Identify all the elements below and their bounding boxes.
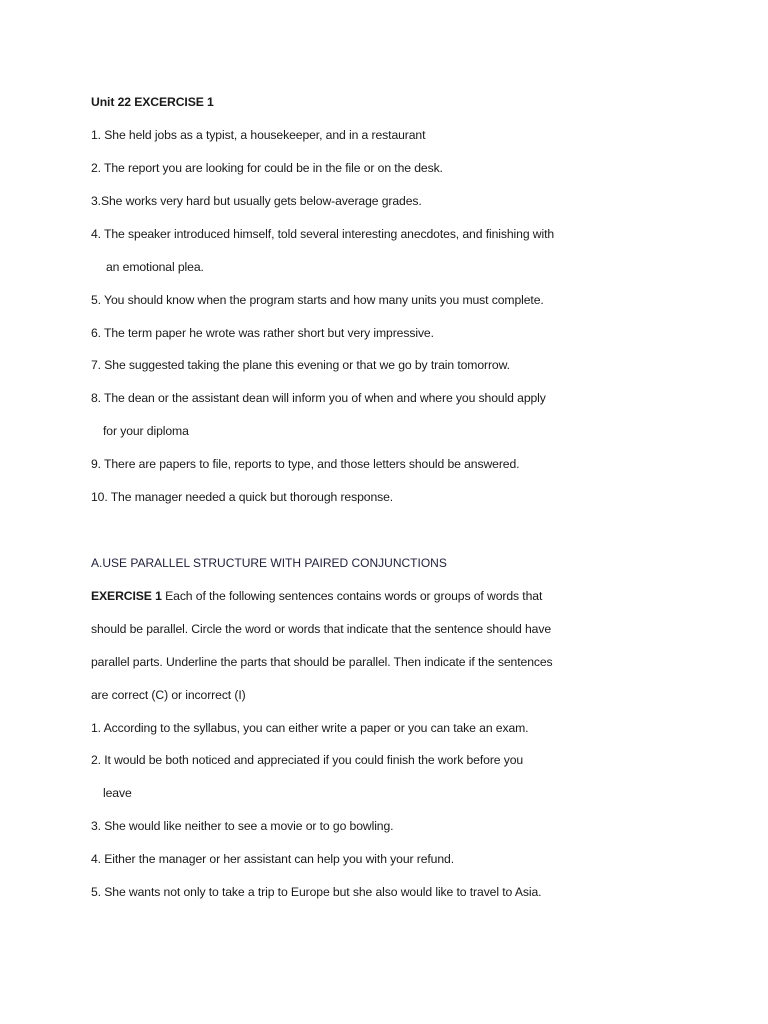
instructions-line: should be parallel. Circle the word or words that indicate that the sentence should have xyxy=(91,622,552,636)
exercise-sentence: 2. The report you are looking for could be in the file or on the desk. xyxy=(91,161,443,175)
instructions-line: parallel parts. Underline the parts that should be parallel. Then indicate if the sentences xyxy=(91,655,553,669)
exercise-sentence: 4. The speaker introduced himself, told several interesting anecdotes, and finishing with xyxy=(91,227,555,241)
exercise-sentence: 2. It would be both noticed and appreciated if you could finish the work before you xyxy=(91,753,524,767)
instructions-text: Each of the following sentences contains words or groups of words that xyxy=(165,589,543,603)
exercise-sentence: 7. She suggested taking the plane this evening or that we go by train tomorrow. xyxy=(91,358,510,372)
exercise-label: EXERCISE 1 xyxy=(91,589,162,603)
instructions-first-line xyxy=(91,588,542,604)
exercise-sentence-continuation: an emotional plea. xyxy=(106,260,204,274)
exercise-sentence: 3. She would like neither to see a movie or to go bowling. xyxy=(91,819,394,833)
exercise-sentence: 1. She held jobs as a typist, a housekeeper, and in a restaurant xyxy=(91,128,426,142)
exercise-sentence-continuation: leave xyxy=(103,786,132,800)
instructions-line: are correct (C) or incorrect (I) xyxy=(91,688,246,702)
exercise-sentence: 6. The term paper he wrote was rather short but very impressive. xyxy=(91,326,434,340)
exercise-sentence: 5. You should know when the program starts and how many units you must complete. xyxy=(91,293,544,307)
exercise-sentence-continuation: for your diploma xyxy=(103,424,189,438)
exercise-sentence: 1. According to the syllabus, you can either write a paper or you can take an exam. xyxy=(91,721,529,735)
exercise-sentence: 10. The manager needed a quick but thorough response. xyxy=(91,490,394,504)
exercise-sentence: 5. She wants not only to take a trip to Europe but she also would like to travel to Asia. xyxy=(91,885,542,899)
exercise-sentence: 4. Either the manager or her assistant can help you with your refund. xyxy=(91,852,454,866)
section-heading: A.USE PARALLEL STRUCTURE WITH PAIRED CONJUNCTIONS xyxy=(91,556,447,570)
exercise-sentence: 3.She works very hard but usually gets below-average grades. xyxy=(91,194,422,208)
exercise-sentence: 8. The dean or the assistant dean will inform you of when and where you should apply xyxy=(91,391,546,405)
unit-title: Unit 22 EXCERCISE 1 xyxy=(91,95,214,109)
exercise-sentence: 9. There are papers to file, reports to type, and those letters should be answered. xyxy=(91,457,520,471)
